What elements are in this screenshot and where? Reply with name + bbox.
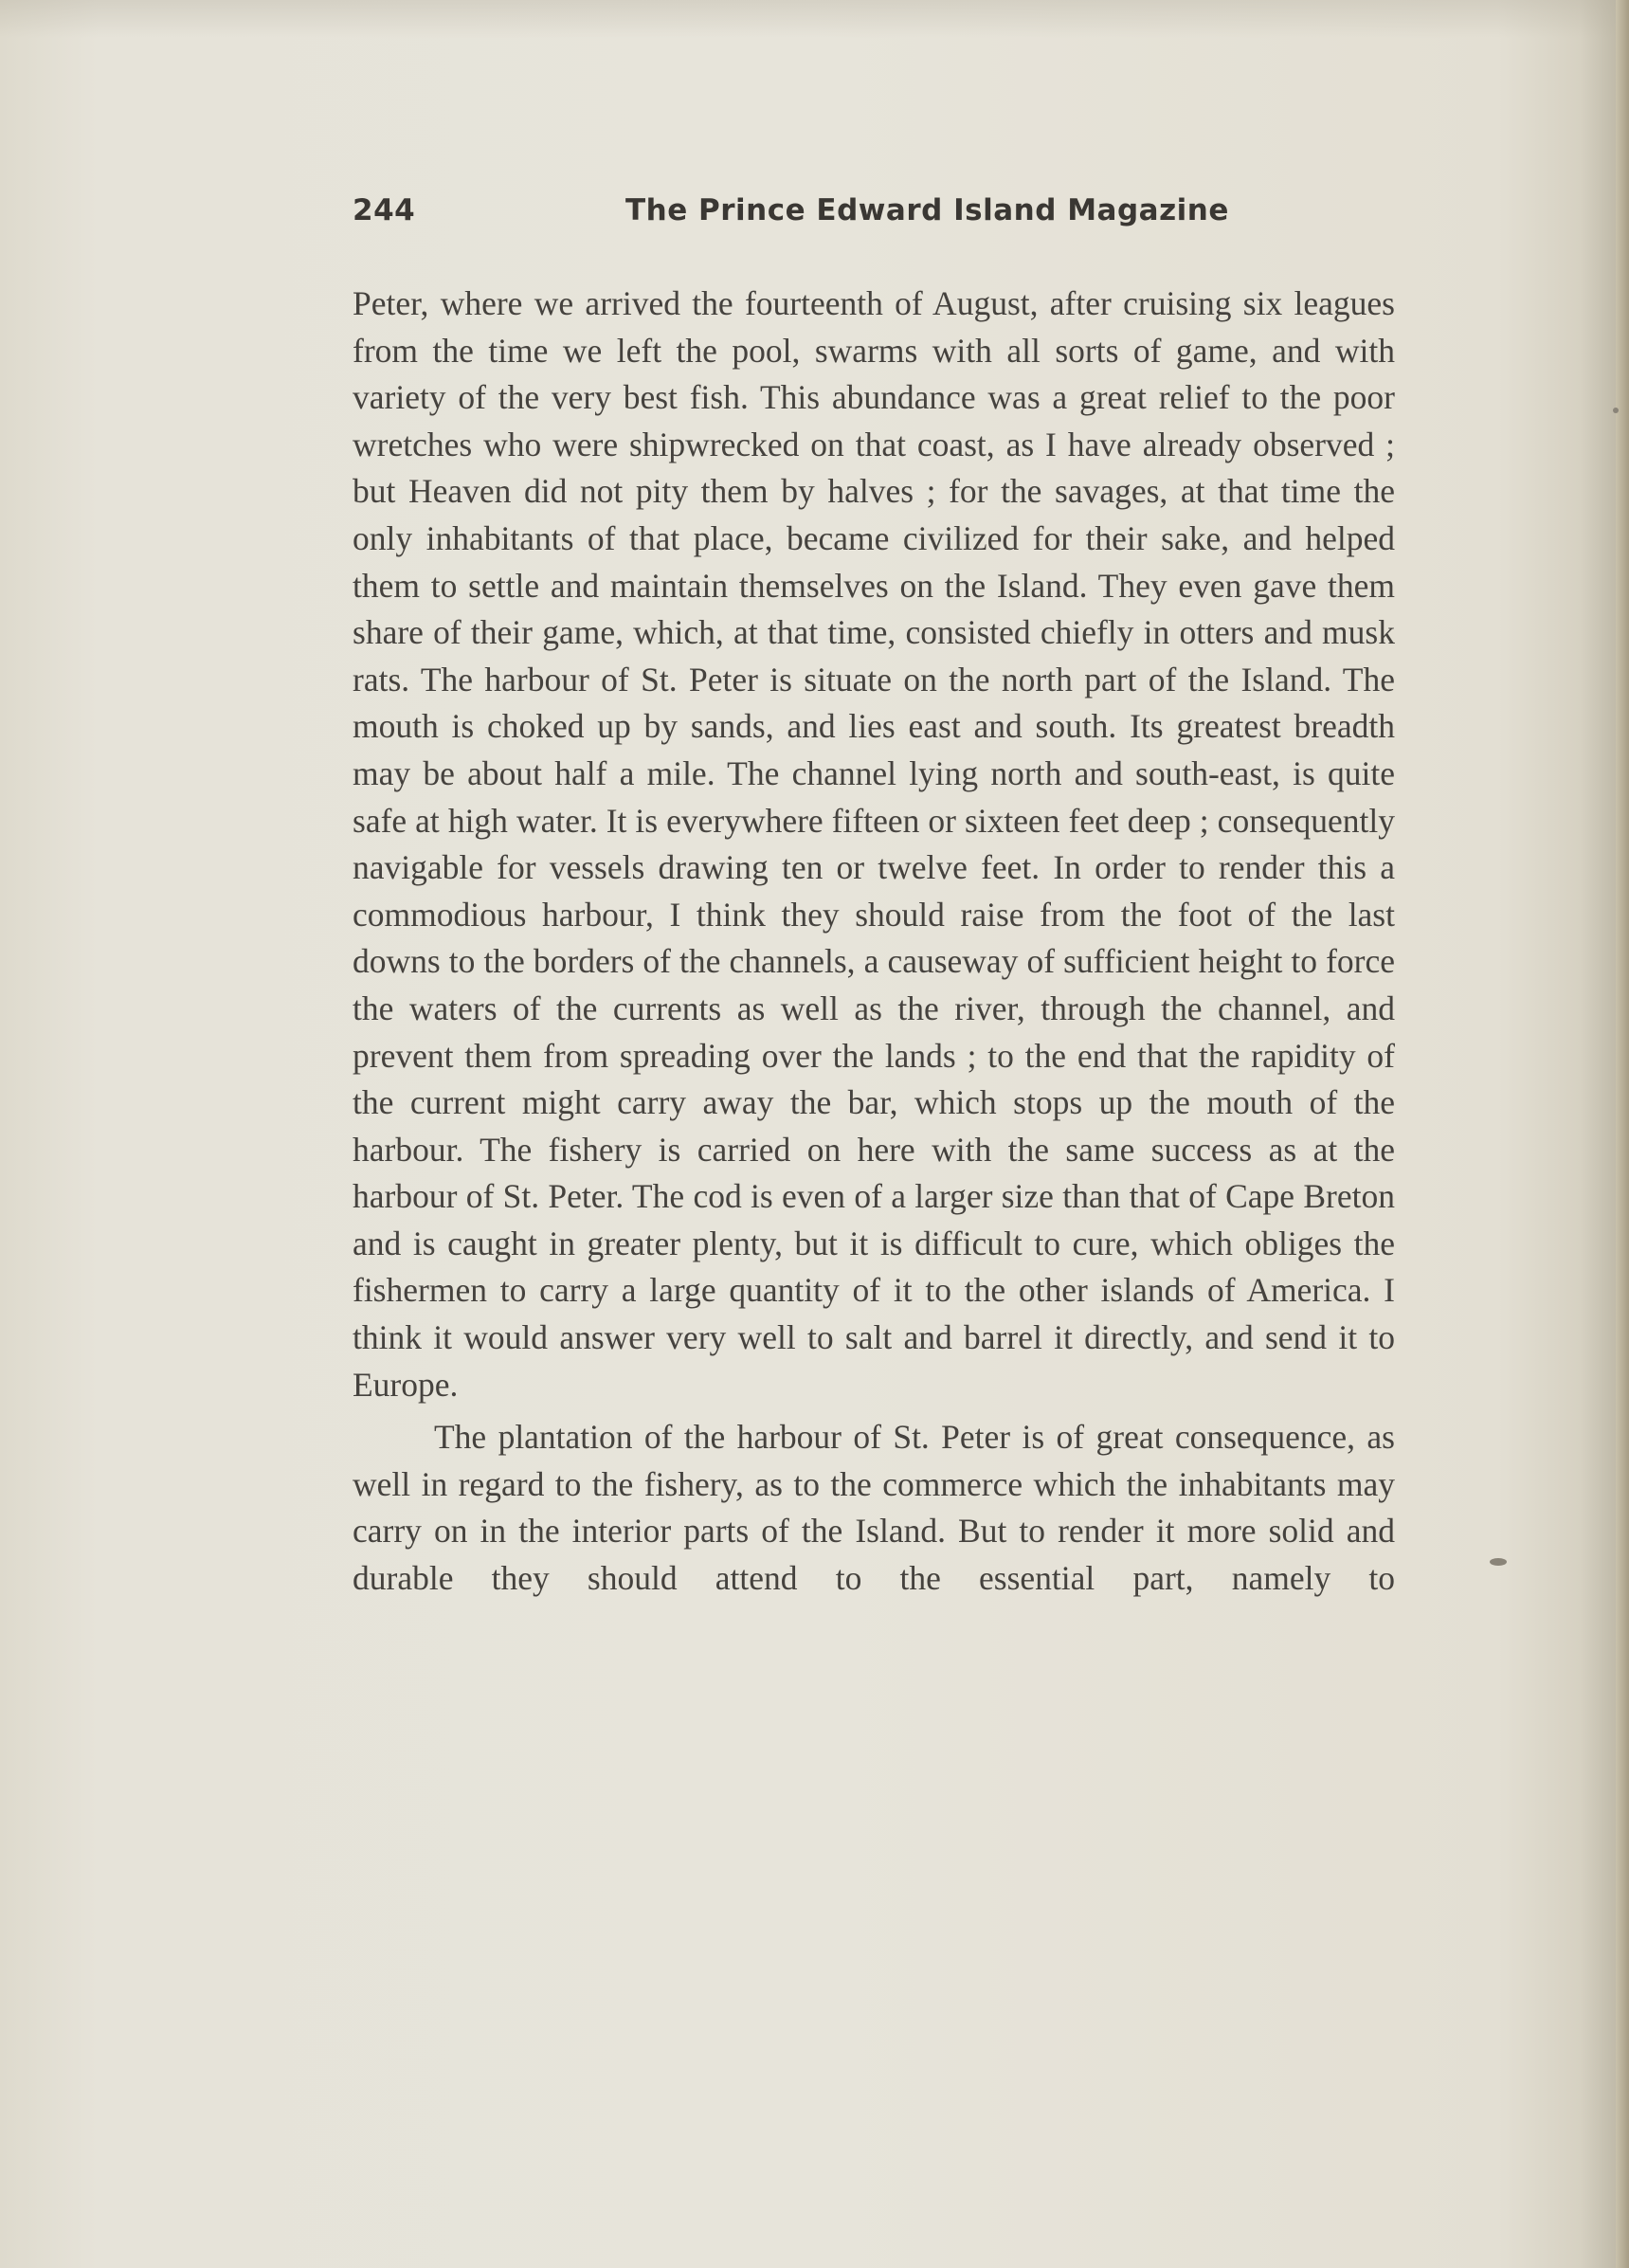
paper-speck xyxy=(1613,408,1619,413)
page-top-shadow xyxy=(0,0,1629,38)
body-text xyxy=(353,281,1395,1603)
running-head xyxy=(353,193,1395,241)
page-edge xyxy=(1616,0,1629,2268)
journal-title: The Prince Edward Island Magazine xyxy=(625,193,1229,227)
paragraph: Peter, where we arrived the fourteenth of August, after cruising six leagues from the time we left the pool, swarms with all sorts of game, and with variety of the very best fish. This abundance was a great relief to the poor wretches who were shipwrecked on that coast, as I have already observed ; but Heaven did not pity them by halves ; for the savages, at that time the only inhabitants of that place, became civilized for their sake, and helped them to settle and maintain themselves on the Island. They even gave them share of their game, which, at that time, consisted chiefly in otters and musk rats. The harbour of St. Peter is situate on the north part of the Island. The mouth is choked up by sands, and lies east and south. Its greatest breadth may be about half a mile. The channel lying north and south-east, is quite safe at high water. It is everywhere fifteen or sixteen feet deep ; consequently navigable for vessels drawing ten or twelve feet. In order to render this a commodious harbour, I think they should raise from the foot of the last downs to the borders of the channels, a causeway of sufficient height to force the waters of the currents as well as the river, through the channel, and prevent them from spreading over the lands ; to the end that the rapidity of the current might carry away the bar, which stops up the mouth of the harbour. The fishery is carried on here with the same success as at the harbour of St. Peter. The cod is even of a larger size than that of Cape Breton and is caught in greater plenty, but it is difficult to cure, which obliges the fishermen to carry a large quantity of it to the other islands of America. I think it would answer very well to salt and barrel it directly, and send it to Europe. xyxy=(353,284,1395,1404)
paper-speck xyxy=(1490,1558,1507,1566)
paragraph: The plantation of the harbour of St. Peter is of great consequence, as well in regard to the fishery, as to the commerce which the inhabitants may carry on in the interior parts of the Island. But to render it more solid and durable they should attend to the essential part, namely to xyxy=(353,1418,1395,1598)
page-number: 244 xyxy=(353,193,416,227)
